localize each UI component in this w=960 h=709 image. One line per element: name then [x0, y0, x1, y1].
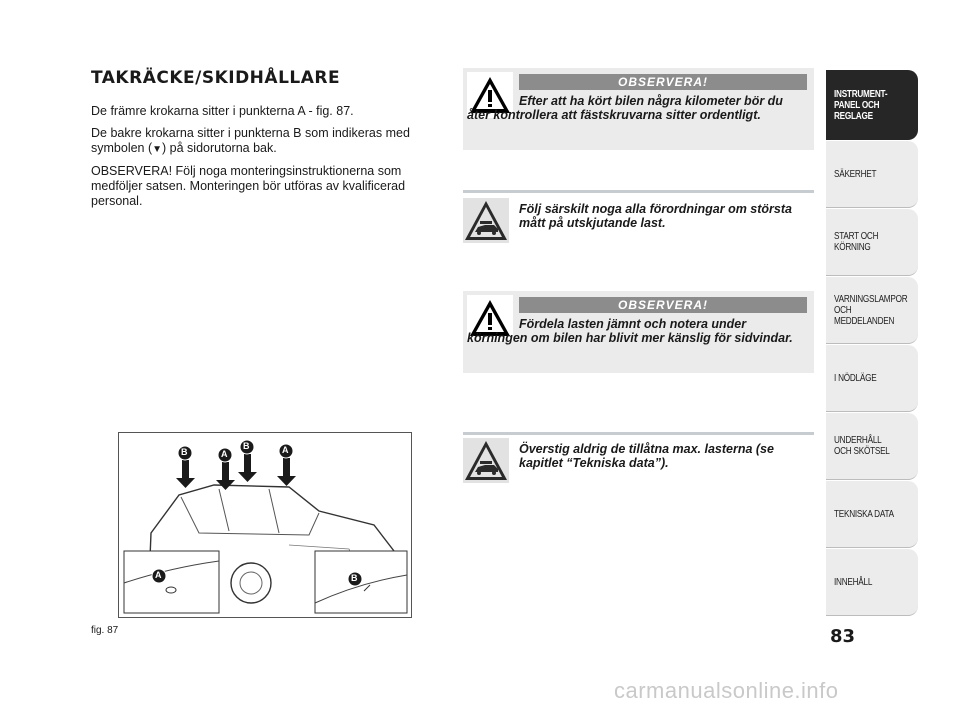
warning-box-2 — [463, 291, 814, 373]
sidebar-tab-contents[interactable] — [826, 549, 918, 616]
sidebar-tab-starting-driving[interactable] — [826, 209, 918, 276]
marker-b-1: B — [181, 447, 188, 457]
inset-marker-b: B — [351, 573, 358, 583]
tab-label: TEKNISKA DATA — [834, 508, 894, 520]
tab-label: INNEHÅLL — [834, 576, 873, 588]
car-load-icon — [463, 438, 509, 483]
warning-box-1 — [463, 68, 814, 150]
sidebar-tab-warning-lights[interactable] — [826, 277, 918, 344]
tab-label: VARNINGSLAMPOR OCH MEDDELANDEN — [834, 293, 908, 327]
warning-heading: OBSERVERA! — [519, 74, 807, 90]
warning-heading: OBSERVERA! — [519, 297, 807, 313]
text-part: De bakre krokarna sitter i punkterna B som indikeras med symbolen ( — [91, 126, 410, 155]
figure-87 — [118, 432, 412, 618]
tab-label: SÄKERHET — [834, 168, 877, 180]
car-load-icon — [463, 198, 509, 243]
tab-label: I NÖDLÄGE — [834, 372, 877, 384]
sidebar-tab-emergency[interactable] — [826, 345, 918, 412]
body-text — [91, 104, 441, 216]
page-title: TAKRÄCKE/SKIDHÅLLARE — [91, 68, 341, 88]
divider — [463, 190, 814, 193]
sidebar-tab-safety[interactable] — [826, 141, 918, 208]
marker-a-1: A — [221, 449, 228, 459]
tab-label: START OCH KÖRNING — [834, 231, 879, 253]
triangle-symbol: ▼ — [152, 144, 163, 155]
divider — [463, 432, 814, 435]
tab-label: INSTRUMENT- PANEL OCH REGLAGE — [834, 88, 888, 122]
sidebar-tab-technical-data[interactable] — [826, 481, 918, 548]
sidebar-tab-maintenance[interactable] — [826, 413, 918, 480]
page-number: 83 — [830, 626, 856, 647]
paragraph-rear-hooks — [91, 126, 441, 157]
sidebar-tab-instrument-panel[interactable] — [826, 70, 918, 140]
figure-caption: fig. 87 — [91, 625, 119, 636]
warning-text: Fördela lasten jämnt och notera under körningen om bilen har blivit mer känslig för sidvindar. — [467, 317, 793, 345]
car-roof-illustration — [119, 433, 411, 617]
watermark: carmanualsonline.info — [614, 678, 839, 703]
marker-b-2: B — [243, 441, 250, 451]
marker-a-2: A — [282, 445, 289, 455]
note-text-4: Överstig aldrig de tillåtna max. lasterna (se kapitlet “Tekniska data”). — [519, 442, 774, 470]
tab-label: UNDERHÅLL OCH SKÖTSEL — [834, 435, 890, 457]
paragraph-front-hooks: De främre krokarna sitter i punkterna A - fig. 87. — [91, 104, 354, 118]
warning-text: Efter att ha kört bilen några kilometer bör du åter kontrollera att fästskruvarna sitter ordentligt. — [467, 94, 783, 122]
note-text-2: Följ särskilt noga alla förordningar om största mått på utskjutande last. — [519, 202, 792, 230]
text-part: ) på sidorutorna bak. — [162, 141, 277, 155]
paragraph-observe: OBSERVERA! Följ noga monteringsinstruktionerna som medföljer satsen. Monteringen bör utföras av kvalificerad personal. — [91, 164, 406, 208]
inset-marker-a: A — [155, 570, 162, 580]
